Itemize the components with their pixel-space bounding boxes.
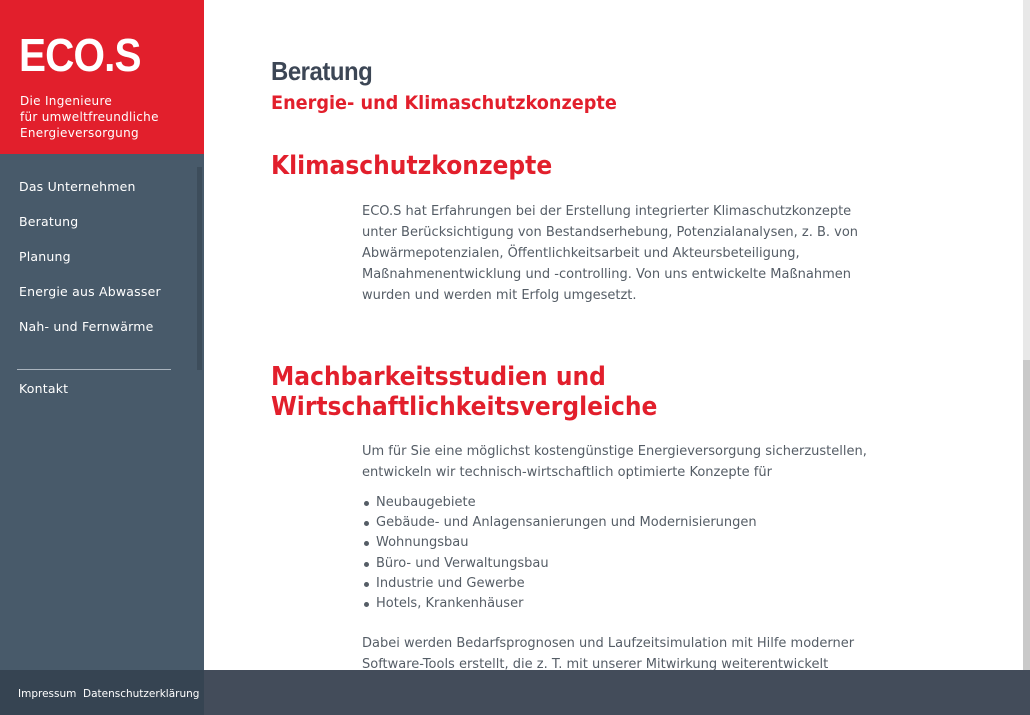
paragraph-line: entwickeln wir technisch-wirtschaftlich optimierte Konzepte für <box>362 465 772 480</box>
tagline <box>20 93 200 141</box>
nav-divider <box>17 369 171 370</box>
paragraph-machbarkeit-intro <box>362 441 867 483</box>
paragraph-line: Dabei werden Bedarfsprognosen und Laufzeitsimulation mit Hilfe moderner <box>362 636 855 651</box>
section-heading-machbarkeit <box>271 362 657 422</box>
footer <box>0 670 1030 715</box>
heading-line: Machbarkeitsstudien und <box>271 362 606 392</box>
nav-item-kontakt[interactable]: Kontakt <box>19 381 69 396</box>
section-heading-klimaschutz: Klimaschutzkonzepte <box>271 151 553 181</box>
tagline-line: Energieversorgung <box>20 126 139 140</box>
nav-item-nah-fernwaerme[interactable]: Nah- und Fernwärme <box>19 319 154 334</box>
page-title: Beratung <box>271 56 373 86</box>
list-item: Büro- und Verwaltungsbau <box>362 554 842 574</box>
paragraph-machbarkeit-outro <box>362 633 855 670</box>
list-item: Gebäude- und Anlagensanierungen und Modernisierungen <box>362 513 842 533</box>
nav-item-beratung[interactable]: Beratung <box>19 214 79 229</box>
heading-line: Wirtschaftlichkeitsvergleiche <box>271 392 658 422</box>
sidebar <box>0 0 204 715</box>
brand-block[interactable] <box>0 0 204 154</box>
tagline-line: für umweltfreundliche <box>20 110 159 124</box>
list-item: Wohnungsbau <box>362 533 842 553</box>
paragraph-line: Abwärmepotenzialen, Öffentlichkeitsarbeit und Akteursbeteiligung, <box>362 246 800 261</box>
paragraph-line: ECO.S hat Erfahrungen bei der Erstellung integrierter Klimaschutzkonzepte <box>362 204 852 219</box>
logo[interactable]: ECO.S <box>19 29 141 81</box>
paragraph-line: wurden und werden mit Erfolg umgesetzt. <box>362 288 637 303</box>
paragraph-klimaschutz <box>362 201 859 306</box>
page-scrollbar[interactable] <box>1023 0 1030 670</box>
footer-link-impressum[interactable]: Impressum <box>18 688 77 700</box>
list-item: Neubaugebiete <box>362 493 842 513</box>
page-subtitle: Energie- und Klimaschutzkonzepte <box>271 92 617 114</box>
footer-link-datenschutz[interactable]: Datenschutzerklärung <box>83 688 200 700</box>
nav-item-energie-abwasser[interactable]: Energie aus Abwasser <box>19 284 161 299</box>
main-content <box>204 0 1023 670</box>
nav-item-planung[interactable]: Planung <box>19 249 71 264</box>
footer-links-area <box>0 670 204 715</box>
paragraph-line: Maßnahmenentwicklung und -controlling. Von uns entwickelte Maßnahmen <box>362 267 851 282</box>
list-item: Hotels, Krankenhäuser <box>362 594 842 614</box>
tagline-line: Die Ingenieure <box>20 94 113 108</box>
list-item: Industrie und Gewerbe <box>362 574 842 594</box>
paragraph-line: unter Berücksichtigung von Bestandserhebung, Potenzialanalysen, z. B. von <box>362 225 859 240</box>
scrollbar-thumb[interactable] <box>1023 360 1030 670</box>
paragraph-line: Software-Tools erstellt, die z. T. mit unserer Mitwirkung weiterentwickelt <box>362 657 829 670</box>
nav-item-unternehmen[interactable]: Das Unternehmen <box>19 179 136 194</box>
sidebar-scrollbar[interactable] <box>197 167 202 370</box>
target-groups-list <box>362 493 842 614</box>
paragraph-line: Um für Sie eine möglichst kostengünstige Energieversorgung sicherzustellen, <box>362 444 867 459</box>
